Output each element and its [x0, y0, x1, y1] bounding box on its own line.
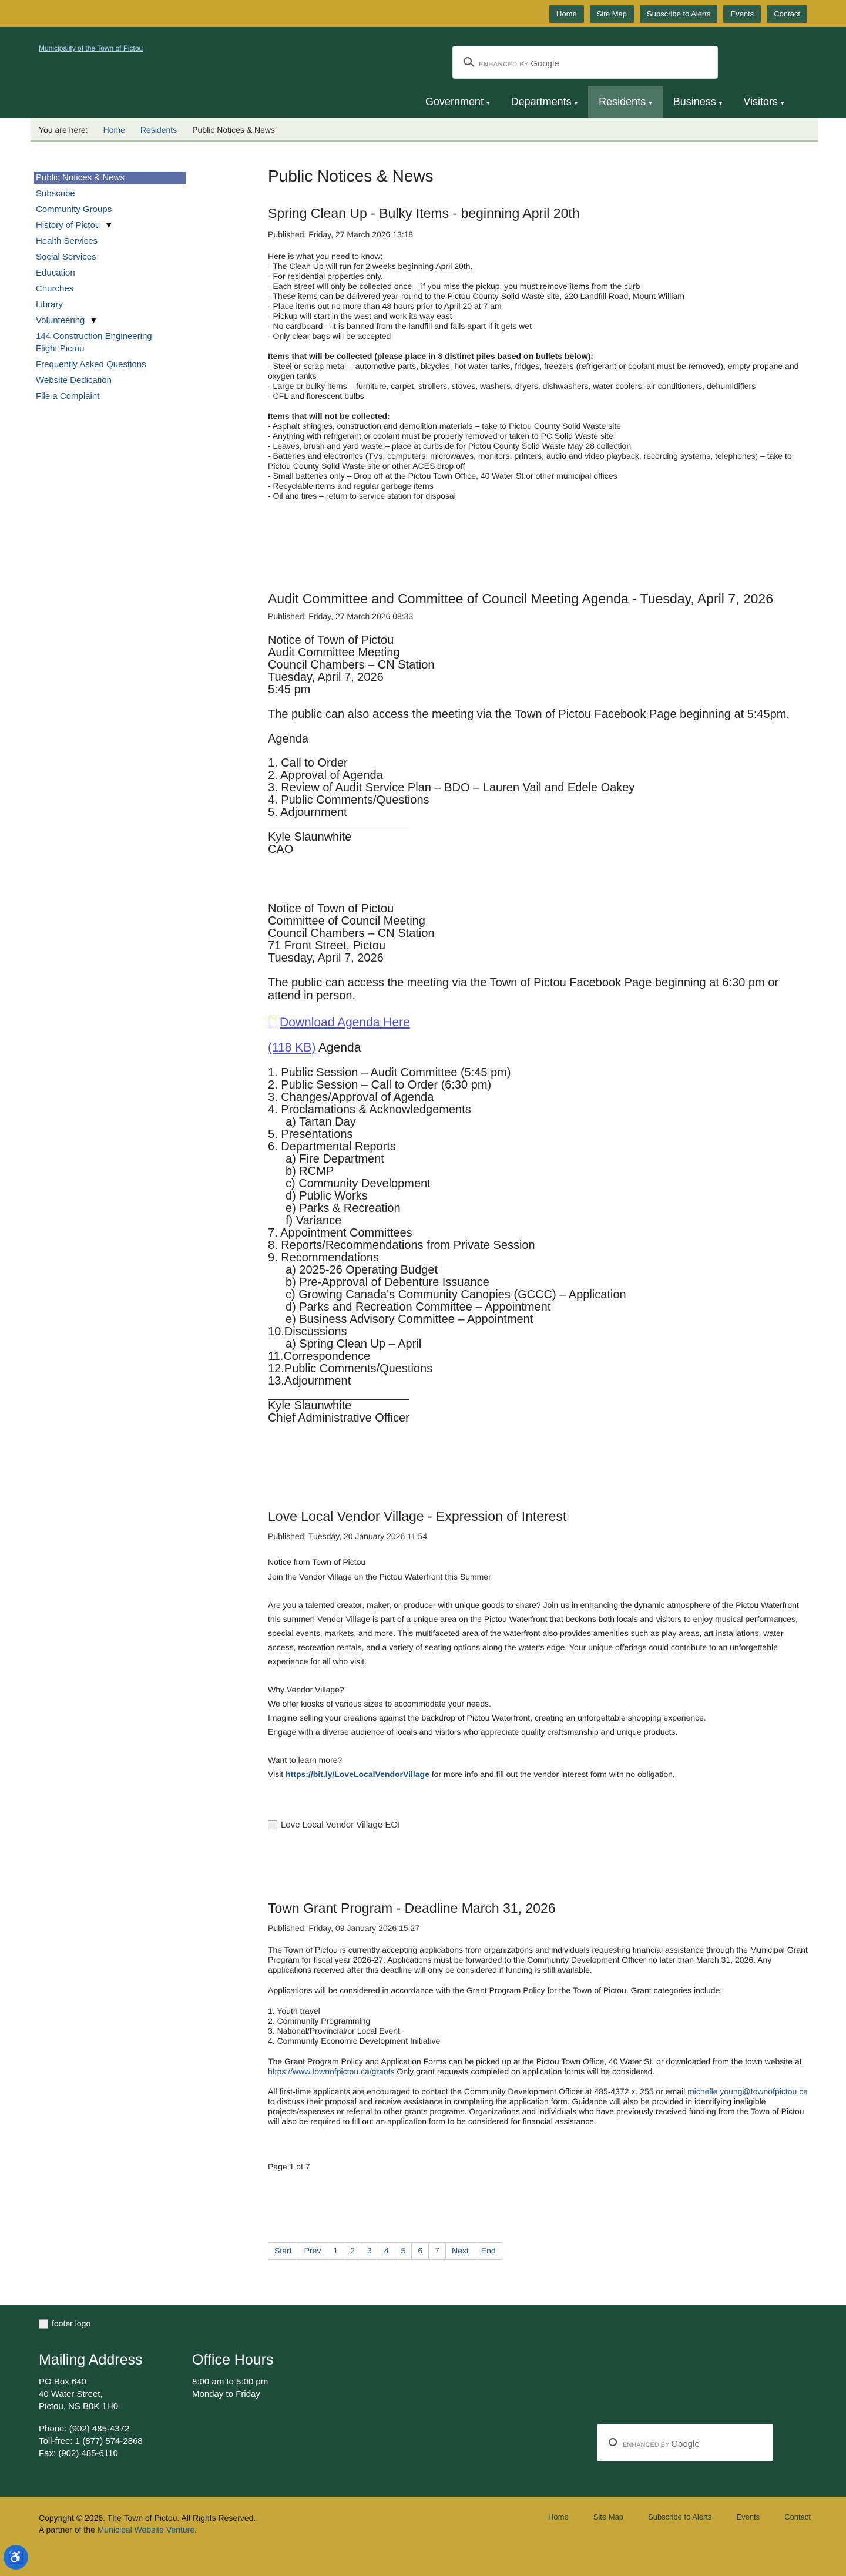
- agenda-item: b) RCMP: [286, 1164, 334, 1178]
- published-date: Published: Friday, 27 March 2026 13:18: [268, 230, 414, 239]
- download-agenda[interactable]: [268, 1014, 808, 1031]
- broken-image-icon: [39, 2319, 48, 2329]
- access-info: The public can access the meeting via the Town of Pictou Facebook Page beginning at 6:30 pm or attend in person.: [268, 976, 779, 1002]
- chevron-down-icon: ▾: [574, 100, 578, 107]
- sidebar-item-faq[interactable]: Frequently Asked Questions: [36, 360, 146, 370]
- agenda-item: f) Variance: [286, 1214, 342, 1227]
- site-header: [0, 27, 846, 118]
- article-audit-committee: [268, 590, 808, 1425]
- utility-home-link[interactable]: Home: [549, 5, 584, 23]
- sidebar-item-history[interactable]: History of Pictou ▼: [36, 220, 113, 230]
- agenda-item: c) Growing Canada's Community Canopies (GCCC) – Application: [286, 1288, 626, 1301]
- chevron-down-icon: ▾: [781, 100, 784, 107]
- agenda-item: c) Community Development: [286, 1177, 431, 1190]
- utility-contact-link[interactable]: Contact: [767, 5, 807, 23]
- sidebar-item-dedication[interactable]: Website Dedication: [36, 375, 112, 385]
- expand-icon[interactable]: ▼: [89, 315, 98, 325]
- agenda-item: 10.Discussions: [268, 1325, 347, 1338]
- mailing-address: PO Box 640 40 Water Street, Pictou, NS B0K 1H0: [39, 2377, 119, 2412]
- sidebar-item-social[interactable]: Social Services: [36, 252, 96, 262]
- page-title: Public Notices & News: [268, 167, 434, 185]
- sidebar-item-library[interactable]: Library: [36, 300, 63, 310]
- nav-residents[interactable]: Residents ▾: [588, 86, 663, 118]
- contact-numbers: Phone: (902) 485-4372 Toll-free: 1 (877) 574-2868 Fax: (902) 485-6110: [39, 2424, 143, 2459]
- main-nav: [415, 86, 795, 118]
- page-7[interactable]: 7: [428, 2242, 446, 2260]
- pdf-icon: [268, 1017, 276, 1027]
- article-grant-program: [268, 1899, 808, 2172]
- bottom-home-link[interactable]: Home: [548, 2513, 569, 2521]
- expand-icon[interactable]: ▼: [105, 220, 113, 230]
- partner-link[interactable]: Municipal Website Venture: [97, 2525, 195, 2534]
- access-info: The public can also access the meeting via the Town of Pictou Facebook Page beginning at 5:45pm.: [268, 707, 790, 721]
- page-6[interactable]: 6: [411, 2242, 429, 2260]
- sidebar-item-subscribe[interactable]: Subscribe: [36, 189, 75, 199]
- article-paragraph: The Town of Pictou is currently accepting applications from organizations and individuals requesting financial assistance through the Municipal Grant Program for fiscal year 2026-27. Applications must be forwarded to the Community Development Officer no later than March 31, 2026. Any applications received after this deadline will only be considered if funding is still available.: [268, 1944, 808, 1974]
- sidebar-item-volunteering[interactable]: Volunteering ▼: [36, 315, 98, 325]
- published-date: Published: Friday, 09 January 2026 15:27: [268, 1923, 420, 1933]
- agenda-item: 5. Presentations: [268, 1127, 353, 1141]
- utility-sitemap-link[interactable]: Site Map: [590, 5, 634, 23]
- article-paragraph: Are you a talented creator, maker, or producer with unique goods to share? Join us in enhancing the dynamic atmosphere of the Pictou Waterfront this summer! Vendor Village is part of a unique area on the Pictou Waterfront that beckons both locals and visitors to enjoy musical performances, special events, markets, and more. This multifaceted area of the waterfront also provides amenities such as play areas, art installations, water access, recreation rentals, and a variety of seating options along the water's edge. Your unique offerings could contribute to an unforgettable experience for all who visit.: [268, 1600, 799, 1666]
- search-box[interactable]: [452, 46, 718, 79]
- accessibility-icon[interactable]: ♿: [4, 2545, 28, 2570]
- nav-business[interactable]: Business ▾: [673, 96, 723, 108]
- article-paragraph: Applications will be considered in accordance with the Grant Program Policy for the Town of Pictou. Grant categories include:: [268, 1985, 723, 1995]
- chevron-down-icon: ▾: [649, 100, 652, 107]
- breadcrumb-label: You are here:: [39, 125, 88, 135]
- bottom-bar: [0, 2497, 846, 2576]
- nav-government[interactable]: Government ▾: [425, 96, 490, 108]
- nav-departments[interactable]: Departments ▾: [511, 96, 578, 108]
- site-logo[interactable]: Municipality of the Town of Pictou: [39, 44, 143, 52]
- sidebar: [34, 172, 187, 402]
- email-link[interactable]: michelle.young@townofpictou.ca: [687, 2086, 808, 2096]
- broken-image-icon: [268, 1820, 277, 1829]
- sidebar-item-complaint[interactable]: File a Complaint: [36, 391, 100, 401]
- article-title[interactable]: Town Grant Program - Deadline March 31, 2026: [268, 1900, 556, 1916]
- agenda-item: 1. Public Session – Audit Committee (5:45 pm): [268, 1066, 511, 1079]
- page-5[interactable]: 5: [395, 2242, 412, 2260]
- article-paragraph: The Grant Program Policy and Application Forms can be picked up at the Pictou Town Office, 40 Water St. or downloaded from the town website at https://www.townofpictou.ca/grants Only grant requests completed on application forms will be considered.: [268, 2056, 802, 2076]
- breadcrumb-home[interactable]: Home: [103, 125, 125, 135]
- agenda-label: (118 KB) Agenda: [268, 1040, 361, 1054]
- search-placeholder: ENHANCED BY Google: [623, 2439, 700, 2449]
- agenda-item: 9. Recommendations: [268, 1251, 379, 1264]
- article-title[interactable]: Spring Clean Up - Bulky Items - beginning April 20th: [268, 206, 580, 221]
- notice-block: Notice of Town of Pictou Committee of Council Meeting Council Chambers – CN Station 71 Front Street, Pictou Tuesday, April 7, 2026: [268, 902, 435, 965]
- page-2[interactable]: 2: [344, 2242, 361, 2260]
- agenda-item: d) Parks and Recreation Committee – Appointment: [286, 1300, 551, 1314]
- utility-events-link[interactable]: Events: [723, 5, 761, 23]
- sidebar-item-community-groups[interactable]: Community Groups: [36, 204, 112, 214]
- page-end[interactable]: End: [475, 2242, 502, 2260]
- article-spring-cleanup: [268, 204, 808, 501]
- agenda-item: d) Public Works: [286, 1189, 368, 1203]
- agenda-item: a) Fire Department: [286, 1152, 384, 1166]
- sidebar-item-churches[interactable]: Churches: [36, 284, 74, 294]
- signature: Kyle Slaunwhite Chief Administrative Officer: [268, 1399, 409, 1425]
- sidebar-item-public-notices[interactable]: Public Notices & News: [34, 172, 186, 184]
- article-title[interactable]: Love Local Vendor Village - Expression of Interest: [268, 1509, 567, 1524]
- signature: Kyle Slaunwhite CAO: [268, 830, 352, 856]
- article-intro: Here is what you need to know: - The Clean Up will run for 2 weeks beginning April 20th. - For residential properties only. - Each street will only be collected once – if you miss the pickup, you must remove items from the curb - These items can be delivered year-round to the Pictou County Solid Waste site, 220 Landfill Road, Mount William - Place items out no more than 48 hours prior to April 20 at 7 am - Pickup will start in the west and work its way east - No cardboard – it is banned from the landfill and falls apart if it gets wet - Only clear bags will be accepted: [268, 251, 684, 341]
- learn-more: Want to learn more? Visit https://bit.ly/LoveLocalVendorVillage for more info and fill out the vendor interest form with no obligation.: [268, 1755, 675, 1779]
- footer-logo: footer logo: [39, 2318, 90, 2330]
- download-agenda-link[interactable]: Download Agenda Here: [280, 1015, 410, 1029]
- agenda-item: 7. Appointment Committees: [268, 1226, 412, 1240]
- bottom-sitemap-link[interactable]: Site Map: [593, 2513, 624, 2521]
- published-date: Published: Tuesday, 20 January 2026 11:54: [268, 1532, 428, 1541]
- agenda-item: b) Pre-Approval of Debenture Issuance: [286, 1275, 489, 1289]
- vendor-village-link[interactable]: https://bit.ly/LoveLocalVendorVillage: [286, 1769, 429, 1779]
- agenda-list: [268, 1067, 808, 1388]
- search-icon: [464, 57, 472, 65]
- utility-bar: [0, 0, 846, 27]
- agenda-item: 2. Public Session – Call to Order (6:30 pm): [268, 1078, 492, 1091]
- chevron-down-icon: ▾: [486, 100, 490, 107]
- page-start[interactable]: Start: [268, 2242, 298, 2260]
- nav-visitors[interactable]: Visitors ▾: [743, 96, 784, 108]
- agenda-item: a) Tartan Day: [286, 1115, 356, 1129]
- office-hours: 8:00 am to 5:00 pm Monday to Friday: [192, 2377, 268, 2399]
- page-prev[interactable]: Prev: [298, 2242, 328, 2260]
- agenda-item: 4. Proclamations & Acknowledgements: [268, 1103, 471, 1116]
- chevron-down-icon: ▾: [719, 100, 723, 107]
- not-collected-list: Items that will not be collected: - Asphalt shingles, construction and demolition materials – take to Pictou County Solid Waste site - Anything with refrigerant or coolant must be properly removed or taken to PC Solid Waste site - Leaves, brush and yard waste – place at curbside for Pictou County Solid Waste May 28 collection - Batteries and electronics (TVs, computers, microwaves, monitors, printers, audio and video playback, recording systems, telephones) – take to Pictou County Solid Waste site or other ACES drop off - Small batteries only – Drop off at the Pictou Town Office, 40 Water St.or other municipal offices - Recyclable items and regular garbage items - Oil and tires – return to service station for disposal: [268, 411, 792, 501]
- vendor-village-image: Love Local Vendor Village EOI: [268, 1819, 808, 1831]
- search-placeholder: ENHANCED BY Google: [479, 59, 559, 69]
- agenda-item: 3. Changes/Approval of Agenda: [268, 1090, 434, 1104]
- page-status: Page 1 of 7: [268, 2161, 310, 2171]
- bottom-contact-link[interactable]: Contact: [784, 2513, 811, 2521]
- sidebar-item-health[interactable]: Health Services: [36, 236, 98, 246]
- download-size[interactable]: (118 KB): [268, 1040, 316, 1054]
- hours-heading: Office Hours: [192, 2352, 274, 2368]
- page-next[interactable]: Next: [445, 2242, 475, 2260]
- bottom-events-link[interactable]: Events: [736, 2513, 760, 2521]
- grant-categories: 1. Youth travel 2. Community Programming 3. National/Provincial/or Local Event 4. Community Economic Development Initiative: [268, 2006, 441, 2046]
- article-vendor-village: [268, 1507, 808, 1831]
- article-title[interactable]: Audit Committee and Committee of Council Meeting Agenda - Tuesday, April 7, 2026: [268, 591, 773, 606]
- agenda-label: Agenda: [268, 732, 308, 745]
- utility-links: [549, 5, 807, 23]
- footer-search-box[interactable]: [597, 2424, 773, 2461]
- page-3[interactable]: 3: [361, 2242, 378, 2260]
- breadcrumb: [31, 118, 818, 142]
- copyright: Copyright © 2026. The Town of Pictou. All Rights Reserved. A partner of the Municipal Website Venture.: [39, 2513, 256, 2534]
- agenda-item: 8. Reports/Recommendations from Private Session: [268, 1238, 535, 1252]
- breadcrumb-residents[interactable]: Residents: [140, 125, 177, 135]
- agenda-item: a) 2025-26 Operating Budget: [286, 1263, 438, 1277]
- sidebar-item-144-flight[interactable]: 144 Construction Engineering Flight Pictou: [36, 331, 152, 354]
- notice-block: Notice of Town of Pictou Audit Committee Meeting Council Chambers – CN Station Tuesday, April 7, 2026 5:45 pm: [268, 633, 435, 696]
- article-paragraph: All first-time applicants are encouraged to contact the Community Development Officer at 485-4372 x. 255 or email michelle.young@townofpictou.ca to discuss their proposal and receive assistance in completing the application form. Guidance will also be provided in identifying ineligible projects/expenses or referral to other grants programs. Organizations and individuals who have previously received funding from the Town of Pictou will also be required to fill out an application form to be considered for financial assistance.: [268, 2086, 808, 2126]
- agenda-item: 6. Departmental Reports: [268, 1140, 396, 1153]
- agenda-item: 12.Public Comments/Questions: [268, 1362, 433, 1375]
- page-1[interactable]: 1: [327, 2242, 344, 2260]
- published-date: Published: Friday, 27 March 2026 08:33: [268, 612, 414, 621]
- search-icon: [609, 2438, 617, 2446]
- agenda-item: 13.Adjournment: [268, 1374, 351, 1388]
- mailing-heading: Mailing Address: [39, 2352, 143, 2368]
- site-footer: [0, 2305, 846, 2497]
- why-section: Why Vendor Village? We offer kiosks of various sizes to accommodate your needs. Imagine selling your creations against the backdrop of Pictou Waterfront, creating an unforgettable shopping experience. Engage with a diverse audience of locals and visitors who appreciate quality craftsmanship and unique products.: [268, 1684, 706, 1737]
- sidebar-item-education[interactable]: Education: [36, 268, 75, 278]
- bottom-links: [548, 2512, 811, 2523]
- utility-subscribe-link[interactable]: Subscribe to Alerts: [640, 5, 717, 23]
- agenda-item: e) Parks & Recreation: [286, 1201, 401, 1215]
- page-4[interactable]: 4: [378, 2242, 395, 2260]
- grants-link[interactable]: https://www.townofpictou.ca/grants: [268, 2066, 395, 2076]
- agenda-list: 1. Call to Order 2. Approval of Agenda 3. Review of Audit Service Plan – BDO – Lauren Vail and Edele Oakey 4. Public Comments/Questions 5. Adjournment: [268, 756, 635, 819]
- breadcrumb-current: Public Notices & News: [192, 125, 276, 135]
- agenda-item: 11.Correspondence: [268, 1349, 371, 1363]
- bottom-subscribe-link[interactable]: Subscribe to Alerts: [648, 2513, 712, 2521]
- article-intro: Notice from Town of Pictou Join the Vendor Village on the Pictou Waterfront this Summer: [268, 1557, 491, 1581]
- pagination: [268, 2242, 502, 2260]
- agenda-item: e) Business Advisory Committee – Appointment: [286, 1312, 533, 1326]
- collected-list: Items that will be collected (please place in 3 distinct piles based on bullets below): - Steel or scrap metal – automotive parts, bicycles, hot water tanks, fridges, freezers (refrigerant or coolant must be removed), empty propane and oxygen tanks - Large or bulky items – furniture, carpet, strollers, stoves, washers, dryers, dishwashers, water coolers, air conditioners, dehumidifiers - CFL and florescent bulbs: [268, 351, 799, 401]
- agenda-item: a) Spring Clean Up – April: [286, 1337, 422, 1351]
